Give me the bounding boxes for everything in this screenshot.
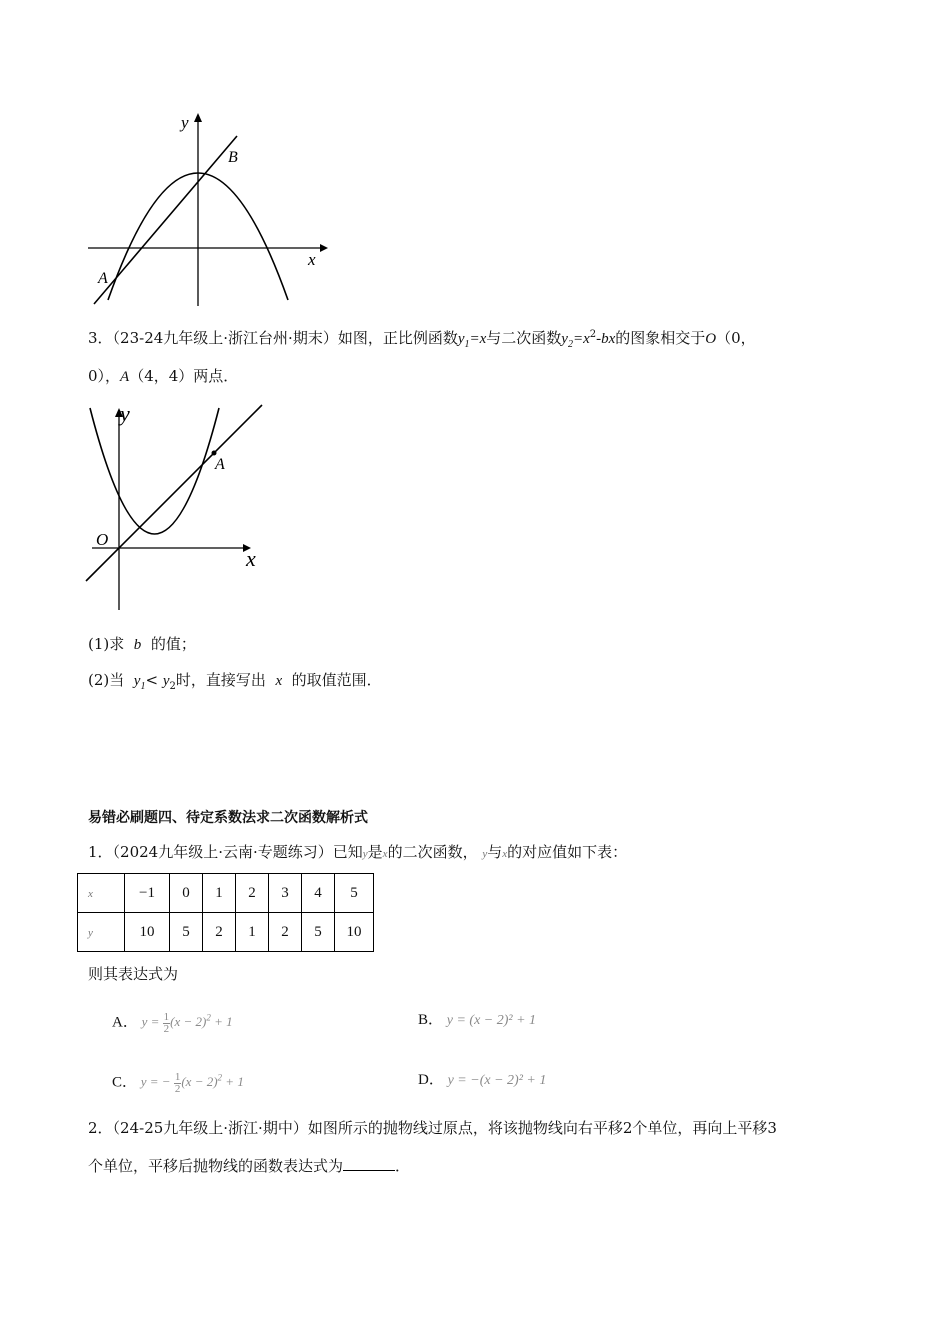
s2-line1-text: （24-25九年级上·浙江·期中）如图所示的抛物线过原点，将该抛物线向右平移2个单位，再向上平移3 [112,1119,777,1137]
q3-y1-sub: 1 [464,339,470,350]
q3-intro: （23-24九年级上·浙江台州·期末）如图，正比例函数 [112,329,458,347]
table-cell: −1 [125,874,170,913]
table-cell: 10 [335,913,374,952]
point-a-dot [212,451,217,456]
q3-y1: y [457,331,465,347]
q3-coord-o: （0， [716,329,756,347]
q3-part2-var: x [275,673,283,689]
q3-part2-y2: y [162,673,170,689]
point-b-label: B [228,149,238,166]
q3-y2-sub: 2 [567,339,573,350]
q3-a: A [120,369,130,385]
option-d-label: D． [418,1072,444,1088]
table-cell: 1 [203,874,236,913]
fraction-half: $\frac{1}{2}$ [163,1010,170,1035]
q3-eq-x: =x [469,331,487,347]
x-axis-label: x [246,546,256,571]
table-cell: 2 [236,874,269,913]
y-axis-label: y [181,113,189,132]
q3-part-1 [88,634,196,655]
q3-part2-pre: (2)当 [88,671,125,689]
option-c-label: C． [112,1074,138,1091]
table-cell: 3 [269,874,302,913]
s1-x: x [382,848,388,860]
table-cell: 5 [302,913,335,952]
table-cell: 1 [236,913,269,952]
origin-label: O [96,530,109,549]
table-cell: 0 [170,874,203,913]
straight-line [94,136,237,304]
s1-number: 1． [88,843,113,861]
option-b-label: B． [418,1012,444,1028]
s1-with: 与 [487,843,503,861]
q3-line-2 [88,366,238,387]
answer-blank[interactable] [343,1156,395,1171]
table-row-y [78,913,374,952]
s2-number: 2． [88,1119,113,1137]
point-a-label: A [215,456,225,473]
q3-part2-mid: 时，直接写出 [175,671,266,689]
q3-part1-var: b [133,637,142,653]
option-c-formula-render: y = − $\frac{1}{2}$ $(x - 2)^2 + 1$ [140,1070,244,1095]
x-axis-label: x [308,250,316,269]
table-cell: 5 [335,874,374,913]
table-cell: 10 [125,913,170,952]
q3-o: O [705,331,717,347]
q3-part2-lt: < [145,671,159,689]
value-table [77,873,374,952]
point-a-label: A [98,270,108,287]
table-y-label: y [88,926,93,939]
q3-part1-pre: (1)求 [88,635,125,653]
q3-part2-sub2: 2 [169,681,176,692]
s1-post: 的对应值如下表： [507,843,628,861]
s2-line-1 [88,1118,777,1138]
q3-number: 3． [88,329,113,347]
q3-part2-y1: y [133,673,141,689]
q3-line-1 [88,328,756,349]
y-axis-arrow-icon [194,113,202,122]
q3-part2-sub1: 1 [140,681,146,692]
s1-x2: x [502,848,508,860]
option-b[interactable] [418,1010,536,1031]
fraction-half: $\frac{1}{2}$ [174,1070,181,1095]
s1-y: y [362,848,368,860]
q3-after: 的图象相交于 [615,329,706,347]
option-d-formula: y = −(x − 2)² + 1 [447,1073,547,1088]
q3-minus-bx: -bx [596,331,616,347]
y-axis-label: y [120,401,130,426]
q3-coord-a: （4，4）两点． [129,367,239,385]
q3-part1-post: 的值； [150,635,196,653]
s2-line-2 [88,1156,410,1176]
table-header-x [78,874,125,913]
parabola-curve [90,408,219,534]
table-cell: 4 [302,874,335,913]
x-axis-arrow-icon [320,244,328,252]
s1-pre: （2024九年级上·云南·专题练习）已知 [112,843,363,861]
option-a-formula-render: y = $\frac{1}{2}$ $(x - 2)^2 + 1$ [141,1010,233,1035]
s1-mid: 的二次函数， [387,843,478,861]
q3-y2: y [561,331,568,347]
option-d[interactable] [418,1070,546,1091]
s1-is: 是 [367,843,383,861]
q3-line2-start: 0）， [88,367,121,385]
q3-eq-x2: =x [572,331,590,347]
s2-line2-pre: 个单位，平移后抛物线的函数表达式为 [88,1157,344,1175]
table-row-x [78,874,374,913]
s2-line2-post: ． [395,1157,411,1175]
q3-part-2 [88,670,382,691]
table-x-label: x [88,887,93,900]
option-c[interactable] [112,1068,244,1095]
q3-part2-post: 的取值范围． [291,671,382,689]
section-title: 易错必刷题四、待定系数法求二次函数解析式 [88,810,368,826]
option-b-formula: y = (x − 2)² + 1 [446,1013,537,1028]
table-header-y [78,913,125,952]
s1-stem [88,842,627,864]
s1-question: 则其表达式为 [88,965,179,983]
table-cell: 2 [269,913,302,952]
option-a[interactable] [112,1008,233,1035]
table-cell: 5 [170,913,203,952]
q3-mid: 与二次函数 [486,329,562,347]
figure-2-parabola-line [82,400,272,615]
q3-sup: 2 [589,329,597,340]
straight-line [86,405,262,581]
option-a-label: A． [112,1014,138,1031]
figure-1-parabola-line [80,108,330,313]
table-cell: 2 [203,913,236,952]
s1-y2: y [482,848,488,860]
